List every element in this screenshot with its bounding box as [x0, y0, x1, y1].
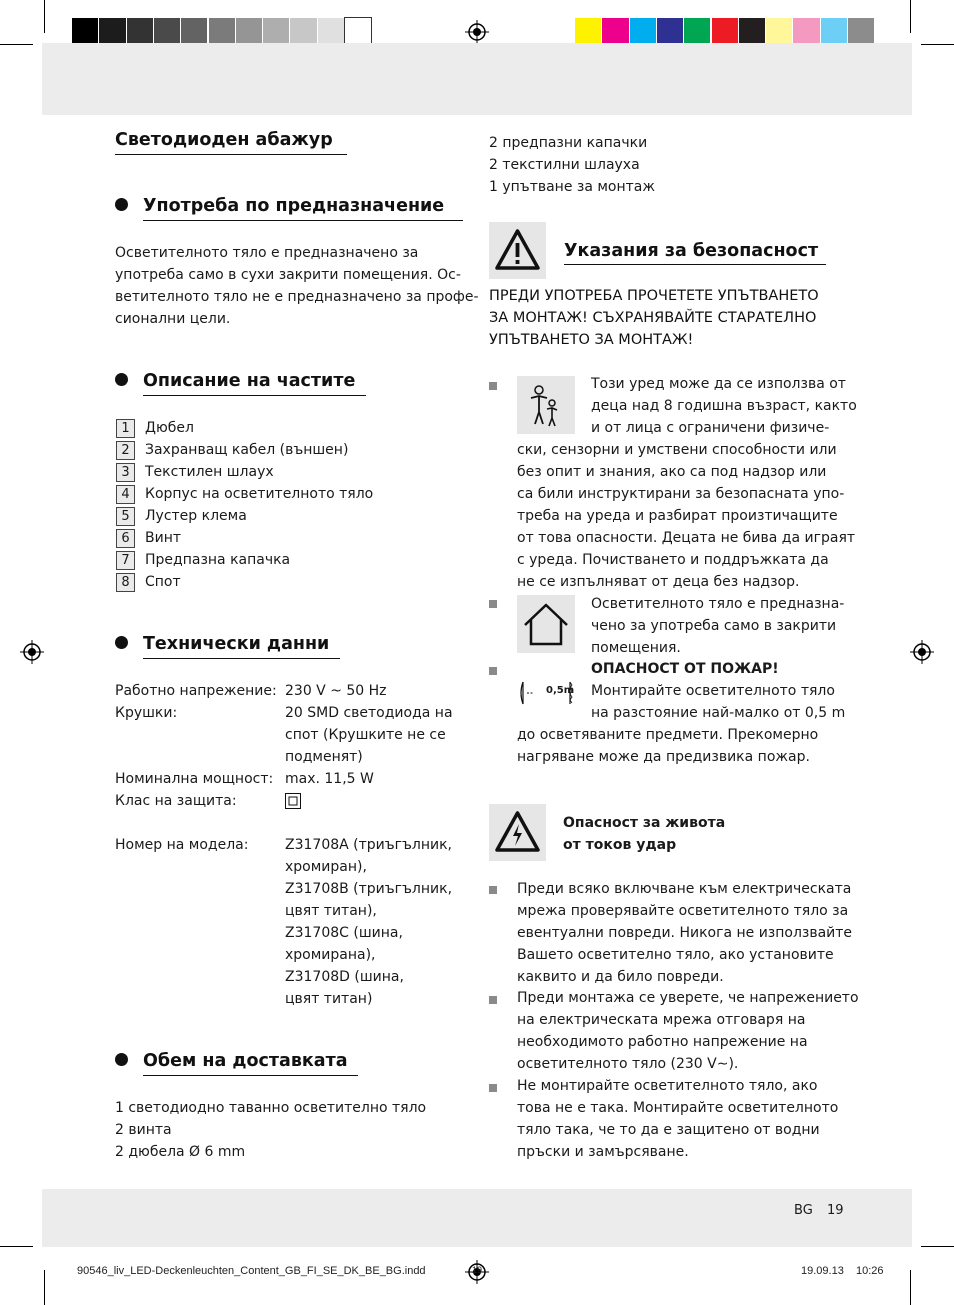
tech-model-label: Номер на модела:: [115, 837, 249, 853]
tech-voltage-value: 230 V ~ 50 Hz: [285, 683, 387, 699]
list-bullet: [489, 382, 497, 390]
shock-bullet-1: Преди всяко включване към електрическата мрежа проверявайте осветителното тяло за евентуални повреди. Никога не използвайте Вашето осветително тяло, ако установите каквито и да било повреди.: [517, 881, 853, 985]
color-swatch: [345, 18, 371, 46]
bullet-dot-icon: [115, 198, 128, 211]
part-label: Спот: [145, 574, 181, 590]
children-text-long: ски, сензорни и умствени способности или без опит и знания, ако са под надзор или са били инструктирани за безопасната упо- треба на уреда и разбират произтичащите от това опасности. Децата не бива да играят с уреда. Почистването и поддръжката да не се изпълняват от деца без надзор.: [517, 442, 856, 590]
color-swatch: [236, 18, 262, 46]
page-number: 19: [827, 1203, 844, 1218]
fire-text-short: Монтирайте осветителното тяло на разстояние най-малко от 0,5 m: [591, 683, 846, 721]
print-date: 19.09.13: [801, 1265, 844, 1277]
color-swatch: [848, 18, 874, 46]
delivery-list: 1 светодиодно таванно осветително тяло 2 винта 2 дюбела Ø 6 mm: [115, 1100, 427, 1160]
part-label: Лустер клема: [145, 508, 247, 524]
section-heading-tech: Технически данни: [115, 634, 329, 654]
list-bullet: [489, 600, 497, 608]
part-label: Корпус на осветителното тяло: [145, 486, 374, 502]
tech-class-label: Клас на защита:: [115, 793, 237, 809]
footer-band: [42, 1189, 912, 1247]
heading-underline: [564, 264, 826, 265]
heading-underline: [143, 658, 340, 659]
color-swatch: [290, 18, 316, 46]
print-time: 10:26: [856, 1265, 884, 1277]
color-swatch: [318, 18, 344, 46]
page-language: BG: [794, 1203, 813, 1218]
shock-icon-box: [489, 804, 546, 861]
tech-bulbs-label: Крушки:: [115, 705, 178, 721]
color-swatch: [127, 18, 153, 46]
crop-mark: [0, 44, 33, 45]
tech-voltage-label: Работно напрежение:: [115, 683, 277, 699]
crop-mark: [921, 44, 954, 45]
part-number-badge: 6: [116, 529, 135, 548]
intended-use-text: Осветителното тяло е предназначено за употреба само в сухи закрити помещения. Ос- ветителното тяло не е предназначено за профе- сионални цели.: [115, 245, 479, 327]
color-swatch: [630, 18, 656, 46]
bullet-dot-icon: [115, 636, 128, 649]
page-title: Светодиоден абажур: [115, 130, 333, 150]
list-bullet: [489, 667, 497, 675]
warning-triangle-icon: [489, 222, 546, 279]
part-label: Дюбел: [145, 420, 194, 436]
part-number-badge: 8: [116, 573, 135, 592]
crop-mark: [910, 0, 911, 33]
part-label: Предпазна капачка: [145, 552, 291, 568]
heading-underline: [143, 395, 366, 396]
crop-mark: [44, 1270, 45, 1305]
indoor-text: Осветителното тяло е предназна- чено за употреба само в закрити помещения.: [591, 596, 845, 656]
part-number-badge: 2: [116, 441, 135, 460]
print-file-name: 90546_liv_LED-Deckenleuchten_Content_GB_FI_SE_DK_BE_BG.indd: [77, 1265, 426, 1277]
color-swatch: [657, 18, 683, 46]
parts-list: [116, 417, 373, 593]
color-swatch: [821, 18, 847, 46]
color-swatch: [72, 18, 98, 46]
section-heading-parts: Описание на частите: [115, 371, 355, 391]
part-number-badge: 4: [116, 485, 135, 504]
list-bullet: [489, 886, 497, 894]
heading-underline: [143, 1075, 358, 1076]
bullet-dot-icon: [115, 1053, 128, 1066]
heading-underline: [143, 220, 463, 221]
tech-model-value: Z31708A (триъгълник, хромиран), Z31708B (триъгълник, цвят титан), Z31708C (шина, хромирана), Z31708D (шина, цвят титан): [285, 837, 453, 1007]
color-swatch: [99, 18, 125, 46]
distance-icon-label: 0,5m: [546, 685, 575, 696]
crop-mark: [910, 1270, 911, 1305]
color-swatch: [739, 18, 765, 46]
safety-heading: Указания за безопасност: [564, 241, 819, 261]
list-item: [116, 549, 373, 571]
electric-shock-warning-icon: [489, 804, 546, 861]
color-swatch: [602, 18, 628, 46]
color-swatch: [684, 18, 710, 46]
color-swatch: [575, 18, 601, 46]
child-adult-icon: [517, 376, 575, 434]
list-item: [116, 417, 373, 439]
part-label: Текстилен шлаух: [145, 464, 274, 480]
part-number-badge: 7: [116, 551, 135, 570]
registration-mark-icon: [20, 640, 44, 664]
part-number-badge: 3: [116, 463, 135, 482]
color-swatch: [793, 18, 819, 46]
color-swatch: [209, 18, 235, 46]
fire-heading: ОПАСНОСТ ОТ ПОЖАР!: [591, 661, 779, 677]
list-item: [116, 505, 373, 527]
color-swatch: [766, 18, 792, 46]
part-label: Винт: [145, 530, 182, 546]
shock-bullet-3: Не монтирайте осветителното тяло, ако това не е така. Монтирайте осветителното тяло така, че то да е защитено от водни пръски и замърсяване.: [517, 1078, 839, 1160]
list-item: [116, 439, 373, 461]
color-swatch: [181, 18, 207, 46]
indoor-icon-box: [517, 595, 575, 653]
shock-bullet-2: Преди монтажа се уверете, че напрежението на електрическата мрежа отговаря на необходимото работно напрежение на осветителното тяло (230 V∼).: [517, 990, 859, 1072]
color-swatch: [263, 18, 289, 46]
list-item: [116, 571, 373, 593]
title-underline: [115, 154, 347, 155]
crop-mark: [44, 0, 45, 33]
house-icon: [517, 595, 575, 653]
crop-mark: [921, 1246, 954, 1247]
section-heading-intended-use: Употреба по предназначение: [115, 196, 444, 216]
part-label: Захранващ кабел (външен): [145, 442, 349, 458]
part-number-badge: 5: [116, 507, 135, 526]
registration-mark-icon: [465, 20, 489, 44]
part-number-badge: 1: [116, 419, 135, 438]
color-swatch: [712, 18, 738, 46]
bullet-dot-icon: [115, 373, 128, 386]
list-item: [116, 483, 373, 505]
header-band: [42, 43, 912, 115]
list-bullet: [489, 996, 497, 1004]
list-item: [116, 461, 373, 483]
tech-power-label: Номинална мощност:: [115, 771, 274, 787]
tech-bulbs-value: 20 SMD светодиода на спот (Крушките не се подменят): [285, 705, 453, 765]
warning-icon-box: [489, 222, 546, 279]
color-swatch: [154, 18, 180, 46]
tech-power-value: max. 11,5 W: [285, 771, 374, 787]
crop-mark: [0, 1246, 33, 1247]
fire-text-long: до осветяваните предмети. Прекомерно нагряване може да предизвика пожар.: [517, 727, 819, 765]
children-icon-box: [517, 376, 575, 434]
safety-caps-text: ПРЕДИ УПОТРЕБА ПРОЧЕТЕТЕ УПЪТВАНЕТО ЗА МОНТАЖ! СЪХРАНЯВАЙТЕ СТАРАТЕЛНО УПЪТВАНЕТО ЗА МОНТАЖ!: [489, 288, 819, 348]
list-bullet: [489, 1084, 497, 1092]
distance-icon: [517, 660, 575, 718]
shock-heading: Опасност за живота от токов удар: [563, 815, 726, 853]
print-sheet-number: 19: [472, 1265, 483, 1275]
delivery-list-continued: 2 предпазни капачки 2 текстилни шлауха 1 упътване за монтаж: [489, 135, 655, 195]
children-text-short: Този уред може да се използва от деца над 8 годишна възраст, както и от лица с ограничени физиче-: [591, 376, 857, 436]
list-item: [116, 527, 373, 549]
protection-class-ii-icon: [285, 793, 301, 809]
section-heading-delivery: Обем на доставката: [115, 1051, 348, 1071]
registration-mark-icon: [910, 640, 934, 664]
